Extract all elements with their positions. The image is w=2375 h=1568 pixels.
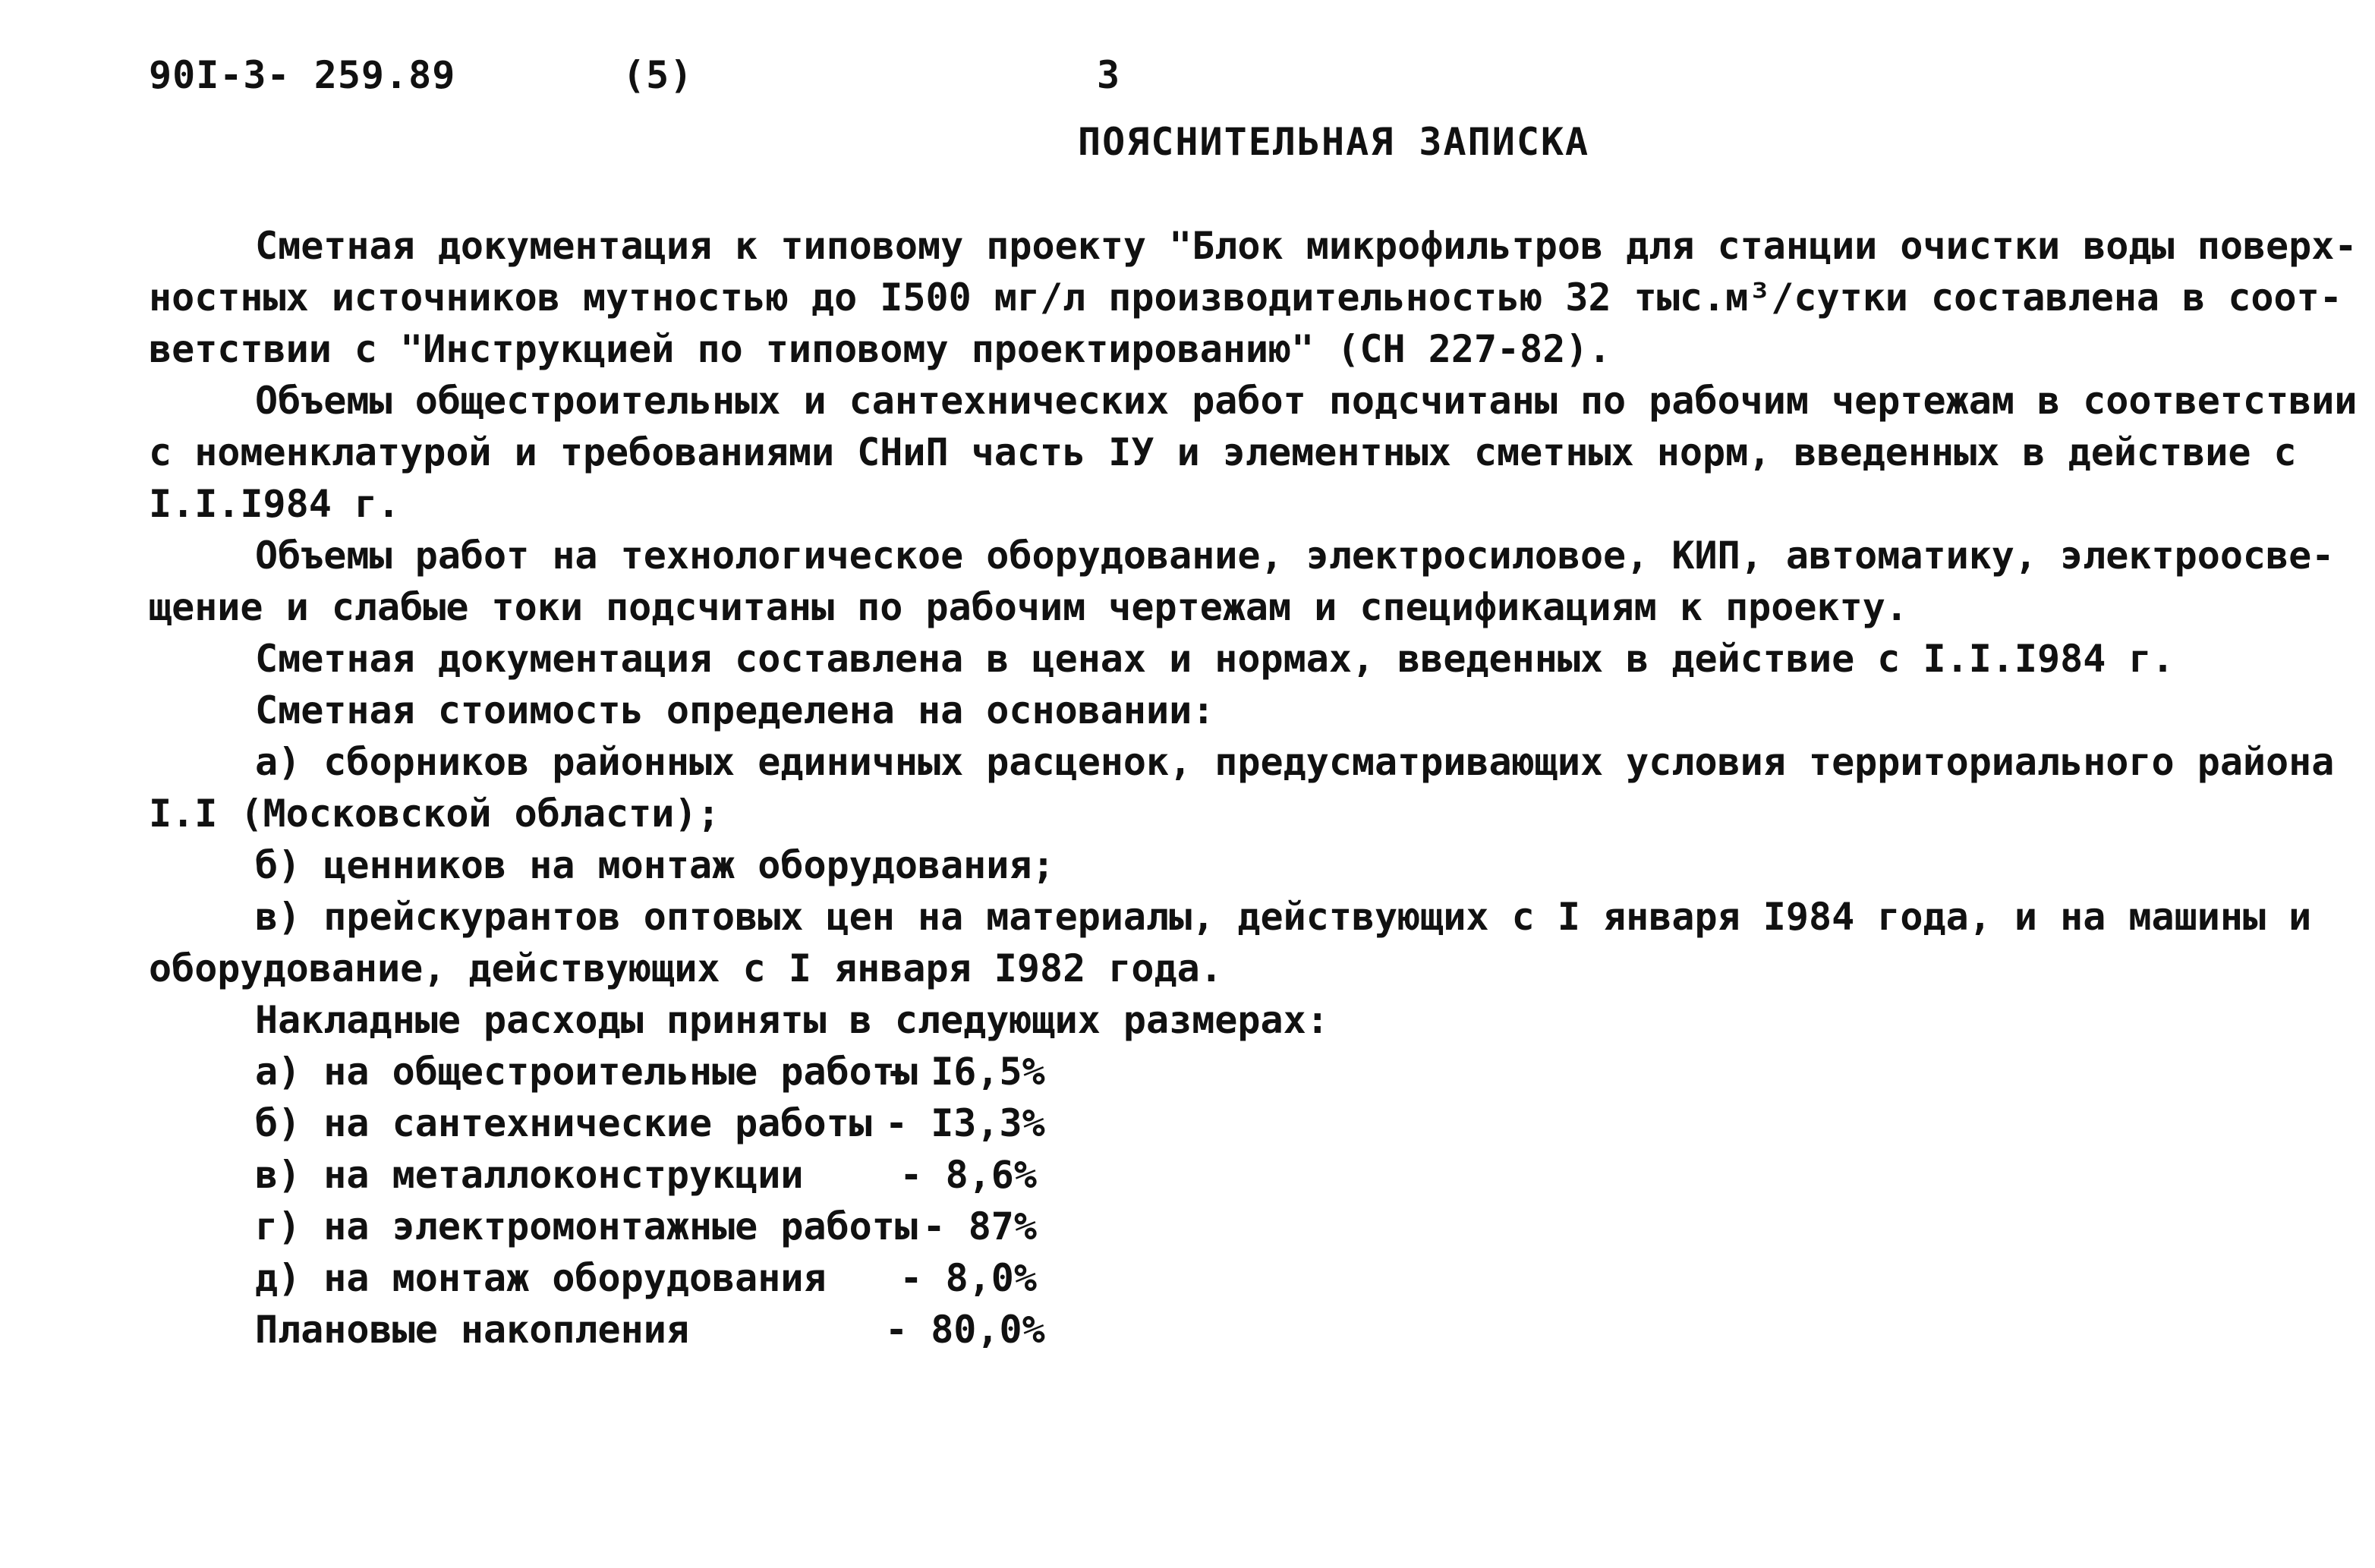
list-item-line: I.I (Московской области); <box>149 792 720 836</box>
paragraph-line: щение и слабые токи подсчитаны по рабочим чертежам и спецификациям к проекту. <box>149 585 1908 629</box>
overhead-intro: Накладные расходы приняты в следующих размерах: <box>255 998 1329 1042</box>
rate-row <box>149 1097 2229 1149</box>
rate-row <box>149 1201 2229 1252</box>
rate-label: г) на электромонтажные работы <box>255 1204 918 1248</box>
rate-value: - 8,0% <box>899 1256 1037 1300</box>
rate-row <box>149 1046 2229 1097</box>
document-code: 90I-3- 259.89 <box>149 53 456 97</box>
list-item-line: б) ценников на монтаж оборудования; <box>255 843 1055 887</box>
paragraph-line: с номенклатурой и требованиями СНиП часть IУ и элементных сметных норм, введенных в действие с <box>149 430 2297 474</box>
page-number: 3 <box>1097 53 1121 97</box>
list-item-line: в) прейскурантов оптовых цен на материалы, действующих с I января I984 года, и на машины и <box>255 895 2312 939</box>
paragraph-line: I.I.I984 г. <box>149 482 401 526</box>
overhead-rates-list <box>149 1046 2229 1355</box>
paragraph-line: Сметная документация к типовому проекту "Блок микрофильтров для станции очистки воды поверх- <box>255 224 2358 268</box>
page-title: ПОЯСНИТЕЛЬНАЯ ЗАПИСКА <box>1078 120 1590 164</box>
paragraph-line: Объемы работ на технологическое оборудование, электросиловое, КИП, автоматику, электроосве- <box>255 534 2335 578</box>
list-item-line: оборудование, действующих с I января I982 года. <box>149 946 1223 990</box>
rate-value: - 8,6% <box>899 1153 1037 1197</box>
rate-value: - I3,3% <box>885 1101 1045 1145</box>
rate-label: а) на общестроительные работы <box>255 1050 918 1094</box>
rate-label: в) на металлоконструкции <box>255 1153 804 1197</box>
rate-row <box>149 1304 2229 1355</box>
paragraph-line: ностных источников мутностью до I500 мг/л производительностью 32 тыс.м³/сутки составлена в соот- <box>149 276 2342 320</box>
rate-label: д) на монтаж оборудования <box>255 1256 827 1300</box>
paragraph-line: ветствии с "Инструкцией по типовому проектированию" (СН 227-82). <box>149 327 1611 371</box>
paragraph-line: Сметная документация составлена в ценах и нормах, введенных в действие с I.I.I984 г. <box>255 637 2175 681</box>
paragraph-line: Сметная стоимость определена на основании: <box>255 688 1215 732</box>
rate-value: - 87% <box>922 1204 1037 1248</box>
rate-label: б) на сантехнические работы <box>255 1101 872 1145</box>
rate-row <box>149 1252 2229 1304</box>
list-item-line: а) сборников районных единичных расценок, предусматривающих условия территориального района <box>255 740 2335 784</box>
rate-row <box>149 1149 2229 1201</box>
rate-value: - I6,5% <box>885 1050 1045 1094</box>
sheet-number: (5) <box>622 53 694 97</box>
rate-label: Плановые накопления <box>255 1308 689 1352</box>
note-body <box>149 220 2358 1355</box>
paragraph-line: Объемы общестроительных и сантехнических работ подсчитаны по рабочим чертежам в соответствии <box>255 379 2358 423</box>
rate-value: - 80,0% <box>885 1308 1045 1352</box>
